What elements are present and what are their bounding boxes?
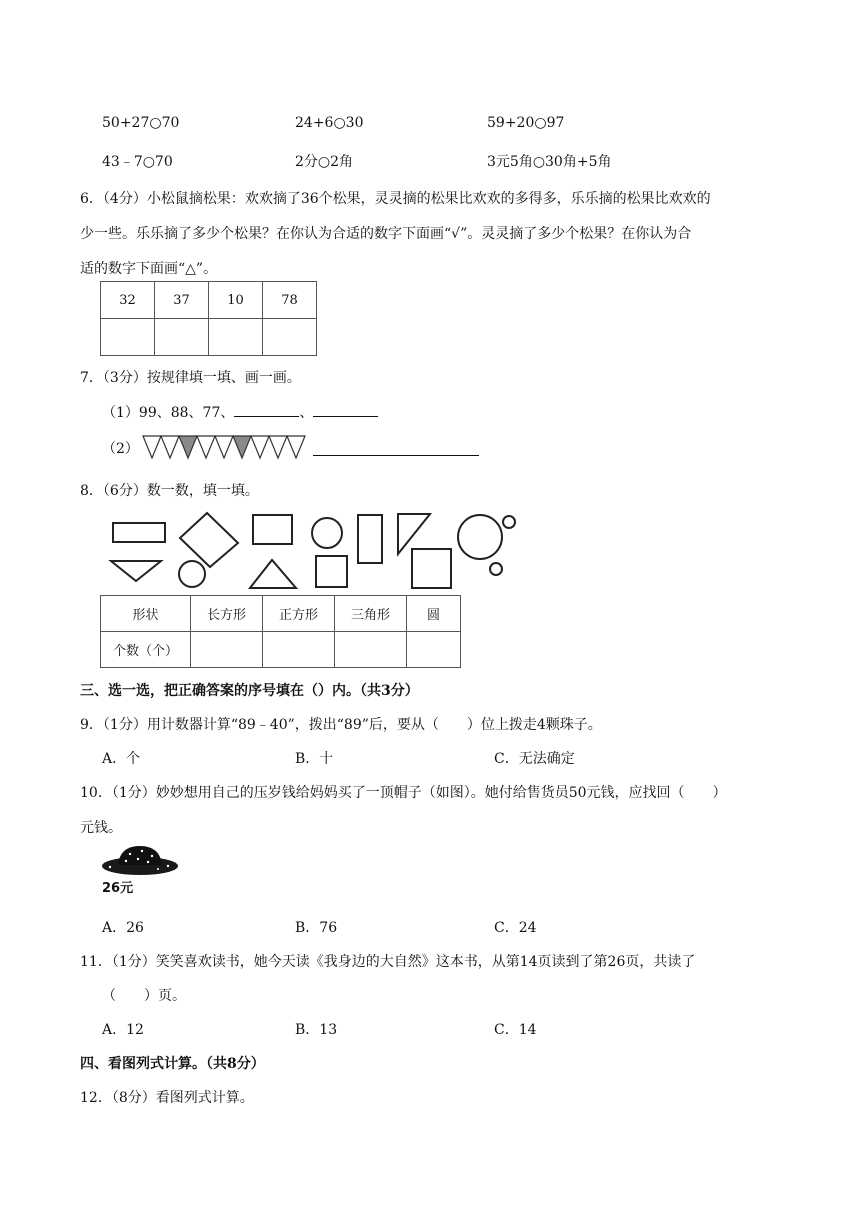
row-label-cell: 个数（个）: [101, 632, 191, 668]
circle-shape: [490, 563, 502, 575]
answer-cell[interactable]: [407, 632, 461, 668]
q7-part1: [102, 402, 378, 422]
answer-cell[interactable]: [191, 632, 263, 668]
square-shape: [316, 556, 347, 587]
rotated-rectangle-shape: [180, 513, 238, 567]
triangle-shape: [269, 436, 287, 458]
triangle-shape-shaded: [233, 436, 251, 458]
option-b[interactable]: B．76: [295, 920, 338, 936]
circle-shape: [503, 516, 515, 528]
triangle-shape: [287, 436, 305, 458]
table-header-cell: 形状: [101, 596, 191, 632]
q12-stem: 12．（8分）看图列式计算。: [80, 1090, 254, 1106]
option-c[interactable]: C．24: [494, 920, 537, 936]
table-header-cell: 正方形: [263, 596, 335, 632]
compare-item: 2分○2角: [295, 154, 354, 170]
q7-part1-label: （1）99、88、77、: [102, 405, 235, 421]
separator: 、: [299, 405, 314, 421]
answer-cell[interactable]: [335, 632, 407, 668]
compare-item: 3元5角○30角+5角: [487, 154, 612, 170]
hat-price-label: 26元: [102, 881, 134, 896]
triangle-shape-shaded: [179, 436, 197, 458]
answer-blank[interactable]: [313, 416, 378, 417]
option-a[interactable]: A．12: [102, 1022, 144, 1038]
number-cell: 32: [101, 282, 155, 319]
q10-line-1: 10．（1分）妙妙想用自己的压岁钱给妈妈买了一顶帽子（如图）。她付给售货员50元钱，应找回（ ）: [80, 785, 727, 801]
q9-stem: 9．（1分）用计数器计算“89﹣40”，拨出“89”后，要从（ ）位上拨走4颗珠子。: [80, 717, 602, 733]
answer-blank[interactable]: [234, 416, 299, 417]
compare-item: 43﹣7○70: [102, 154, 173, 170]
option-b[interactable]: B．13: [295, 1022, 338, 1038]
table-header-cell: 长方形: [191, 596, 263, 632]
q6-number-table: [100, 281, 317, 356]
section-4-heading: 四、看图列式计算。（共8分）: [80, 1056, 265, 1072]
q11-line-1: 11．（1分）笑笑喜欢读书，她今天读《我身边的大自然》这本书，从第14页读到了第26页，共读了: [80, 954, 696, 970]
answer-cell[interactable]: [209, 319, 263, 356]
hat-icon: [100, 844, 180, 878]
triangle-shape: [197, 436, 215, 458]
q8-stem: 8．（6分）数一数，填一填。: [80, 483, 259, 499]
answer-cell[interactable]: [155, 319, 209, 356]
q7-stem: 7．（3分）按规律填一填、画一画。: [80, 370, 301, 386]
answer-cell[interactable]: [263, 632, 335, 668]
answer-cell[interactable]: [101, 319, 155, 356]
table-header-cell: 三角形: [335, 596, 407, 632]
number-cell: 37: [155, 282, 209, 319]
answer-cell[interactable]: [263, 319, 317, 356]
option-c[interactable]: C．14: [494, 1022, 537, 1038]
q7-part2-label: （2）: [102, 441, 139, 457]
q8-shape-count-table: [100, 595, 461, 668]
compare-item: 50+27○70: [102, 115, 180, 131]
circle-shape: [312, 518, 342, 548]
q6-line-3: 适的数字下面画“△”。: [80, 261, 218, 277]
compare-item: 59+20○97: [487, 115, 565, 131]
square-shape: [412, 549, 451, 588]
q11-line-2: （ ）页。: [102, 988, 186, 1004]
q10-line-2: 元钱。: [80, 820, 122, 836]
triangle-shape: [143, 436, 161, 458]
number-cell: 10: [209, 282, 263, 319]
triangle-shape: [215, 436, 233, 458]
triangle-shape: [111, 561, 161, 581]
option-a[interactable]: A．个: [102, 751, 141, 767]
option-b[interactable]: B．十: [295, 751, 334, 767]
compare-item: 24+6○30: [295, 115, 364, 131]
option-c[interactable]: C．无法确定: [494, 751, 575, 767]
q6-line-2: 少一些。乐乐摘了多少个松果？在你认为合适的数字下面画“√”。灵灵摘了多少个松果？在你认为合: [80, 226, 692, 242]
rectangle-shape: [113, 523, 165, 542]
triangle-shape: [250, 560, 296, 588]
triangle-pattern-figure: [140, 433, 312, 461]
circle-shape: [179, 561, 205, 587]
shapes-figure: [100, 508, 520, 594]
answer-blank[interactable]: [313, 455, 479, 456]
circle-shape: [458, 515, 502, 559]
option-a[interactable]: A．26: [102, 920, 144, 936]
triangle-shape: [251, 436, 269, 458]
triangle-shape: [161, 436, 179, 458]
section-3-heading: 三、选一选，把正确答案的序号填在（）内。（共3分）: [80, 683, 419, 699]
rectangle-shape: [358, 515, 382, 563]
q6-line-1: 6．（4分）小松鼠摘松果：欢欢摘了36个松果，灵灵摘的松果比欢欢的多得多，乐乐摘的松果比欢欢的: [80, 191, 711, 207]
rectangle-shape: [253, 515, 292, 544]
table-header-cell: 圆: [407, 596, 461, 632]
number-cell: 78: [263, 282, 317, 319]
